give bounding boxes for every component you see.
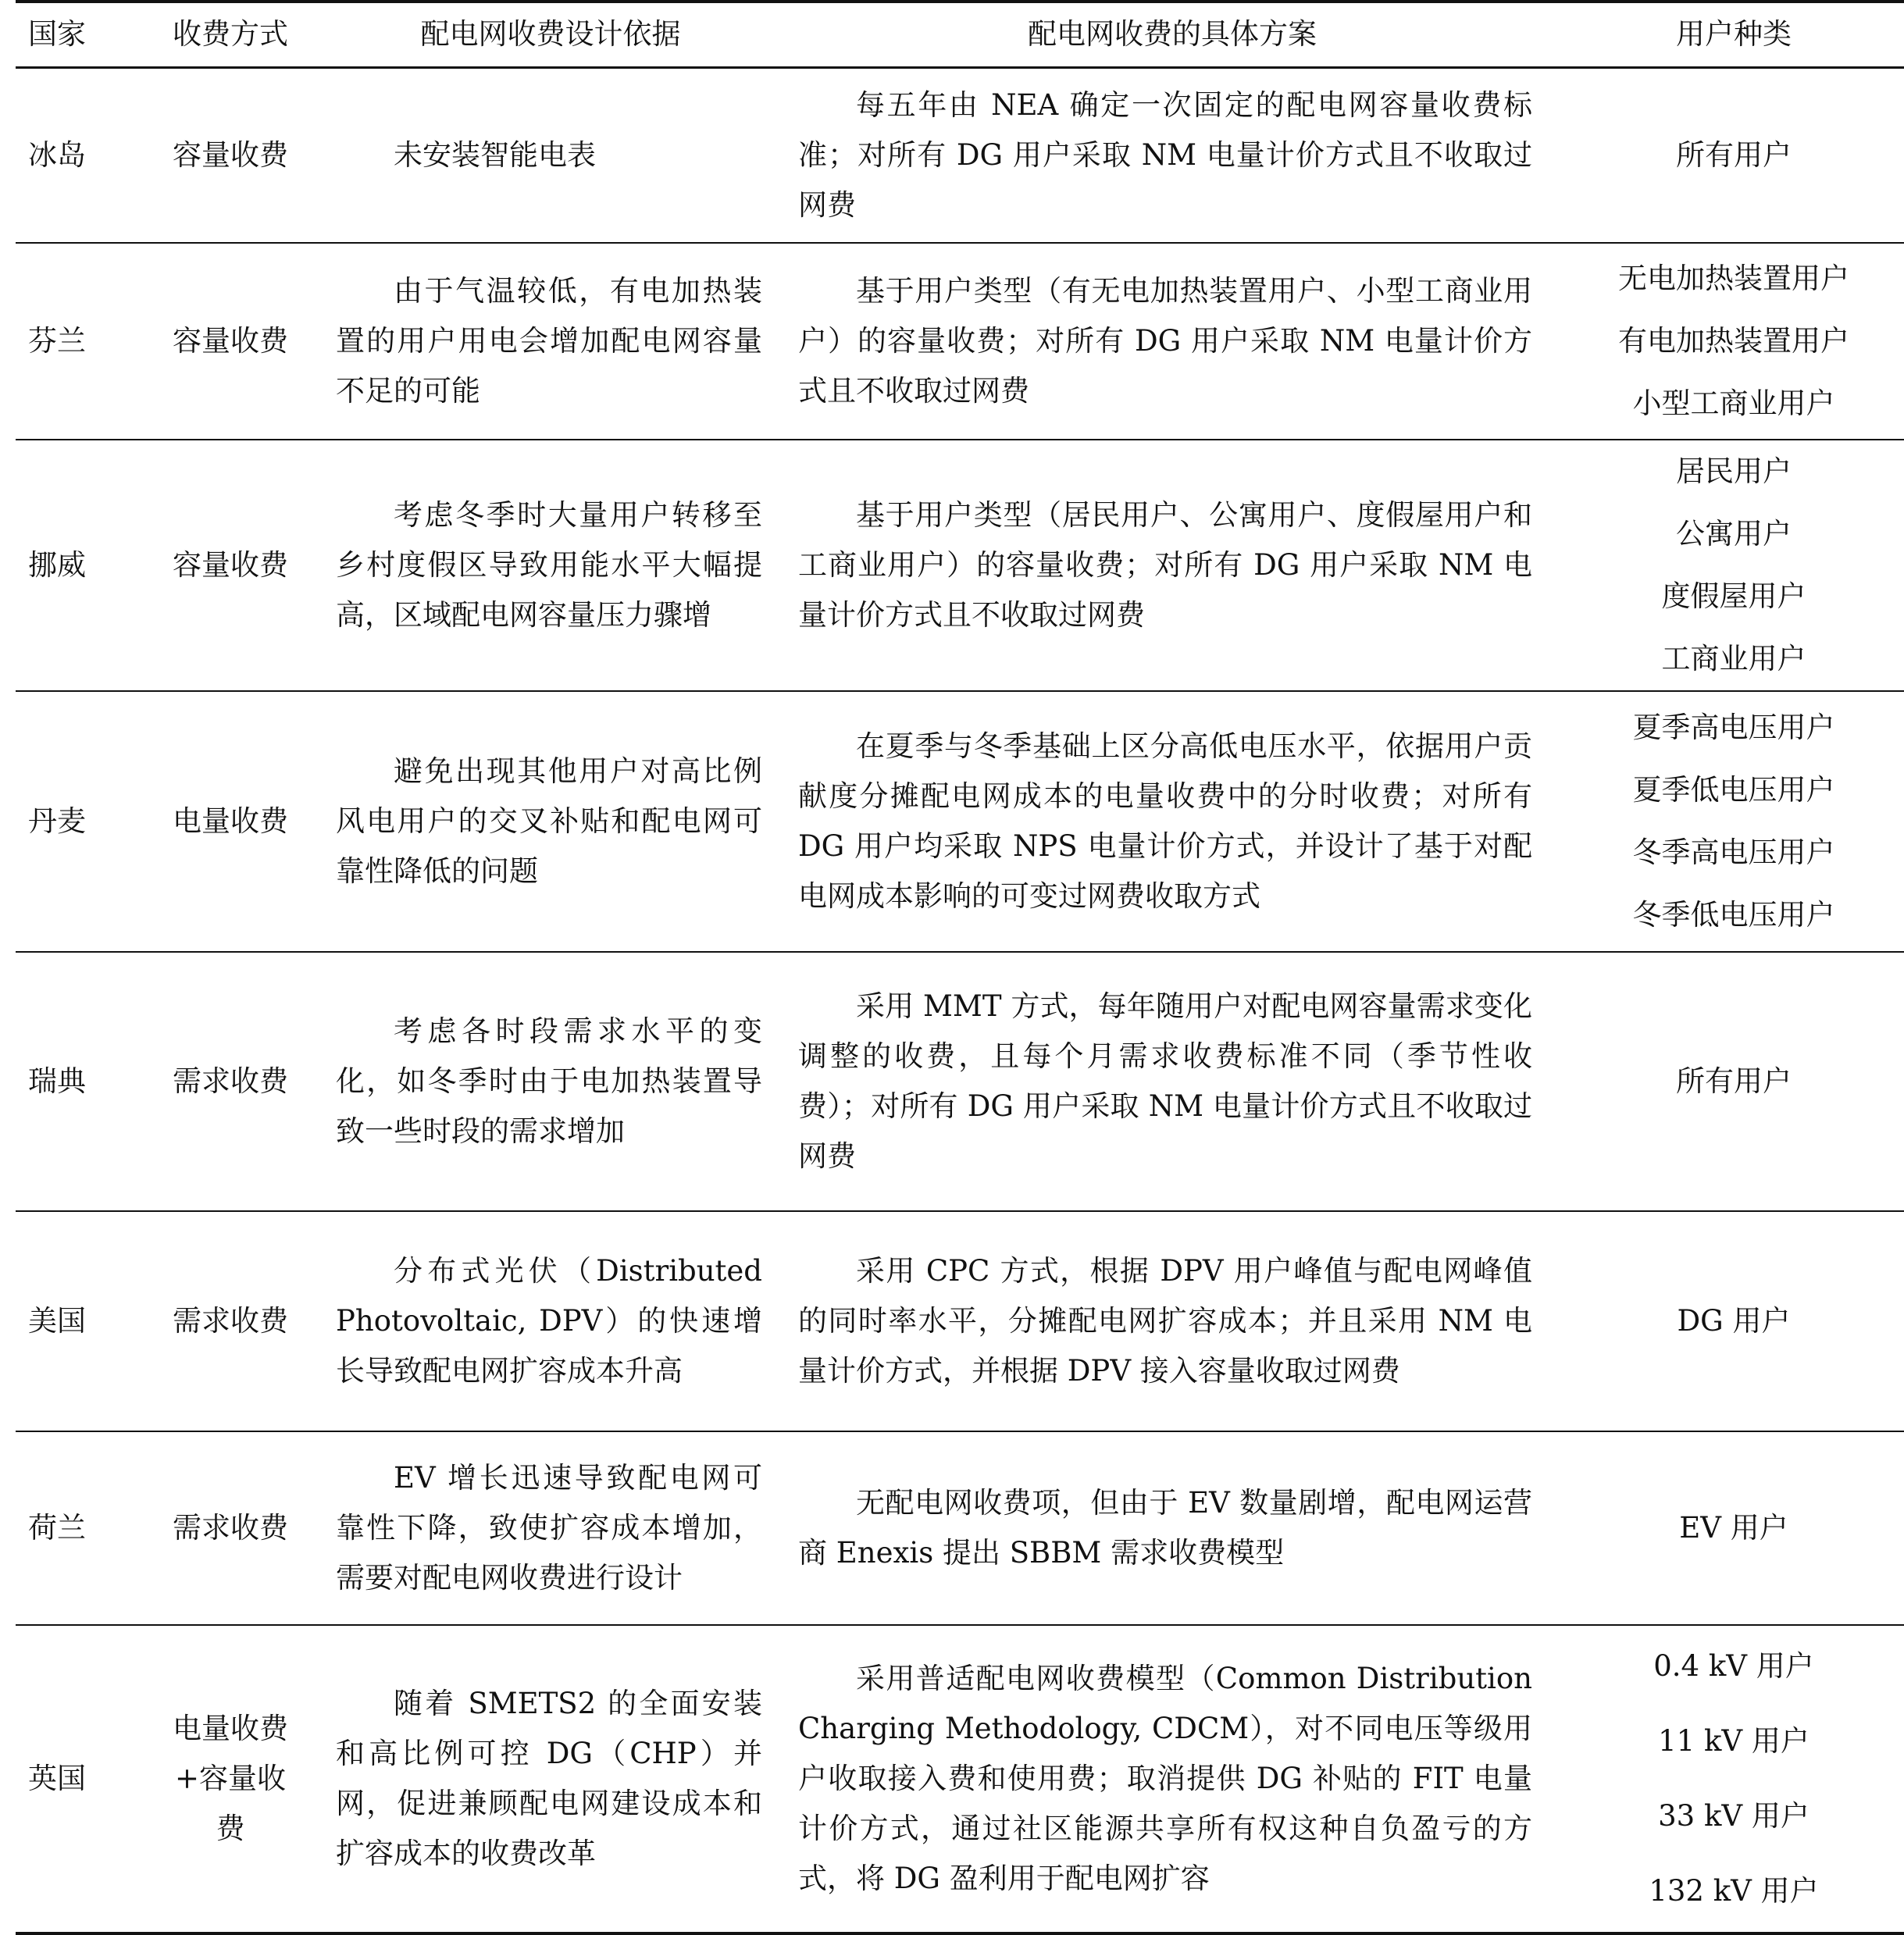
header-basis: 配电网收费设计依据 [320,2,781,67]
cell-method: 电量收费 [141,691,320,952]
cell-basis [320,952,781,1211]
user-type: 无电加热装置用户 [1618,262,1849,295]
cell-users [1563,67,1904,243]
cell-country: 英国 [16,1625,141,1933]
user-type: 所有用户 [1676,1064,1792,1098]
cell-basis [320,243,781,440]
basis-text: 未安装智能电表 [394,137,596,172]
plan-text: 基于用户类型（有无电加热装置用户、小型工商业用户）的容量收费；对所有 DG 用户采取 NM 电量计价方式且不收取过网费 [798,274,1532,408]
cell-country: 瑞典 [16,952,141,1211]
basis-text: 考虑冬季时大量用户转移至乡村度假区导致用能水平大幅提高，区域配电网容量压力骤增 [336,498,762,632]
cell-users [1563,1625,1904,1933]
user-type: 所有用户 [1676,137,1792,172]
user-type: 夏季低电压用户 [1632,773,1835,807]
cell-plan [781,1211,1563,1431]
header-country: 国家 [16,2,141,67]
basis-text: 由于气温较低，有电加热装置的用户用电会增加配电网容量不足的可能 [336,274,762,408]
cell-users [1563,440,1904,691]
cell-plan [781,691,1563,952]
cell-country: 美国 [16,1211,141,1431]
cell-plan [781,952,1563,1211]
cell-basis [320,691,781,952]
tariff-comparison-table-container [16,0,1904,1935]
header-plan: 配电网收费的具体方案 [781,2,1563,67]
table-row [16,67,1904,243]
user-type: 0.4 kV 用户 [1653,1649,1814,1683]
plan-text: 基于用户类型（居民用户、公寓用户、度假屋用户和工商业用户）的容量收费；对所有 DG 用户采取 NM 电量计价方式且不收取过网费 [798,498,1532,632]
cell-basis [320,1211,781,1431]
basis-text: 考虑各时段需求水平的变化，如冬季时由于电加热装置导致一些时段的需求增加 [336,1014,762,1148]
tariff-comparison-table [16,0,1904,1935]
cell-users [1563,243,1904,440]
plan-text: 采用 MMT 方式，每年随用户对配电网容量需求变化调整的收费，且每个月需求收费标准不同（季节性收费）；对所有 DG 用户采取 NM 电量计价方式且不收取过网费 [798,989,1532,1173]
user-type: 冬季高电压用户 [1632,836,1835,869]
cell-method: 容量收费 [141,243,320,440]
user-type: 工商业用户 [1661,642,1806,675]
basis-text: EV 增长迅速导致配电网可靠性下降，致使扩容成本增加，需要对配电网收费进行设计 [336,1461,762,1595]
cell-plan [781,67,1563,243]
user-type: 33 kV 用户 [1658,1799,1810,1833]
table-row [16,1431,1904,1625]
table-body [16,67,1904,1933]
user-type: 有电加热装置用户 [1618,324,1849,358]
cell-method: 电量收费+容量收费 [141,1625,320,1933]
plan-text: 无配电网收费项，但由于 EV 数量剧增，配电网运营商 Enexis 提出 SBBM 需求收费模型 [798,1486,1532,1570]
cell-country: 挪威 [16,440,141,691]
plan-text: 每五年由 NEA 确定一次固定的配电网容量收费标准；对所有 DG 用户采取 NM 电量计价方式且不收取过网费 [798,87,1532,222]
cell-country: 丹麦 [16,691,141,952]
cell-basis [320,1625,781,1933]
user-type: DG 用户 [1677,1304,1791,1338]
user-type: 132 kV 用户 [1649,1874,1819,1908]
basis-text: 随着 SMETS2 的全面安装和高比例可控 DG（CHP）并网，促进兼顾配电网建设成本和扩容成本的收费改革 [336,1687,762,1870]
cell-basis [320,440,781,691]
cell-users [1563,1211,1904,1431]
cell-plan [781,1625,1563,1933]
cell-users [1563,691,1904,952]
table-row [16,691,1904,952]
user-type: 11 kV 用户 [1658,1724,1810,1758]
header-method: 收费方式 [141,2,320,67]
basis-text: 避免出现其他用户对高比例风电用户的交叉补贴和配电网可靠性降低的问题 [336,754,762,888]
table-row [16,243,1904,440]
cell-method: 容量收费 [141,67,320,243]
user-type: 度假屋用户 [1661,579,1806,613]
cell-method: 容量收费 [141,440,320,691]
plan-text: 采用 CPC 方式，根据 DPV 用户峰值与配电网峰值的同时率水平，分摊配电网扩容成本；并且采用 NM 电量计价方式，并根据 DPV 接入容量收取过网费 [798,1254,1532,1388]
table-header [16,2,1904,67]
cell-plan [781,1431,1563,1625]
user-type: EV 用户 [1679,1511,1788,1545]
cell-basis [320,67,781,243]
cell-method: 需求收费 [141,952,320,1211]
header-row [16,2,1904,67]
table-row [16,952,1904,1211]
user-type: 小型工商业用户 [1632,387,1835,420]
user-type: 夏季高电压用户 [1632,711,1835,744]
cell-country: 冰岛 [16,67,141,243]
user-type: 冬季低电压用户 [1632,898,1835,932]
cell-method: 需求收费 [141,1431,320,1625]
cell-country: 荷兰 [16,1431,141,1625]
table-row [16,1625,1904,1933]
table-row [16,440,1904,691]
cell-country: 芬兰 [16,243,141,440]
cell-plan [781,440,1563,691]
cell-users [1563,952,1904,1211]
basis-text: 分布式光伏（Distributed Photovoltaic, DPV）的快速增长导致配电网扩容成本升高 [336,1254,762,1388]
table-row [16,1211,1904,1431]
cell-basis [320,1431,781,1625]
user-type: 公寓用户 [1676,517,1792,551]
user-type: 居民用户 [1676,454,1792,488]
cell-method: 需求收费 [141,1211,320,1431]
plan-text: 采用普适配电网收费模型（Common Distribution Charging Methodology, CDCM），对不同电压等级用户收取接入费和使用费；取消提供 DG 补贴的 FIT 电量计价方式，通过社区能源共享所有权这种自负盈亏的方式，将 DG 盈利用于配电网扩容 [798,1662,1532,1895]
header-users: 用户种类 [1563,2,1904,67]
cell-plan [781,243,1563,440]
plan-text: 在夏季与冬季基础上区分高低电压水平，依据用户贡献度分摊配电网成本的电量收费中的分时收费；对所有 DG 用户均采取 NPS 电量计价方式，并设计了基于对配电网成本影响的可变过网费收取方式 [798,729,1532,913]
cell-users [1563,1431,1904,1625]
